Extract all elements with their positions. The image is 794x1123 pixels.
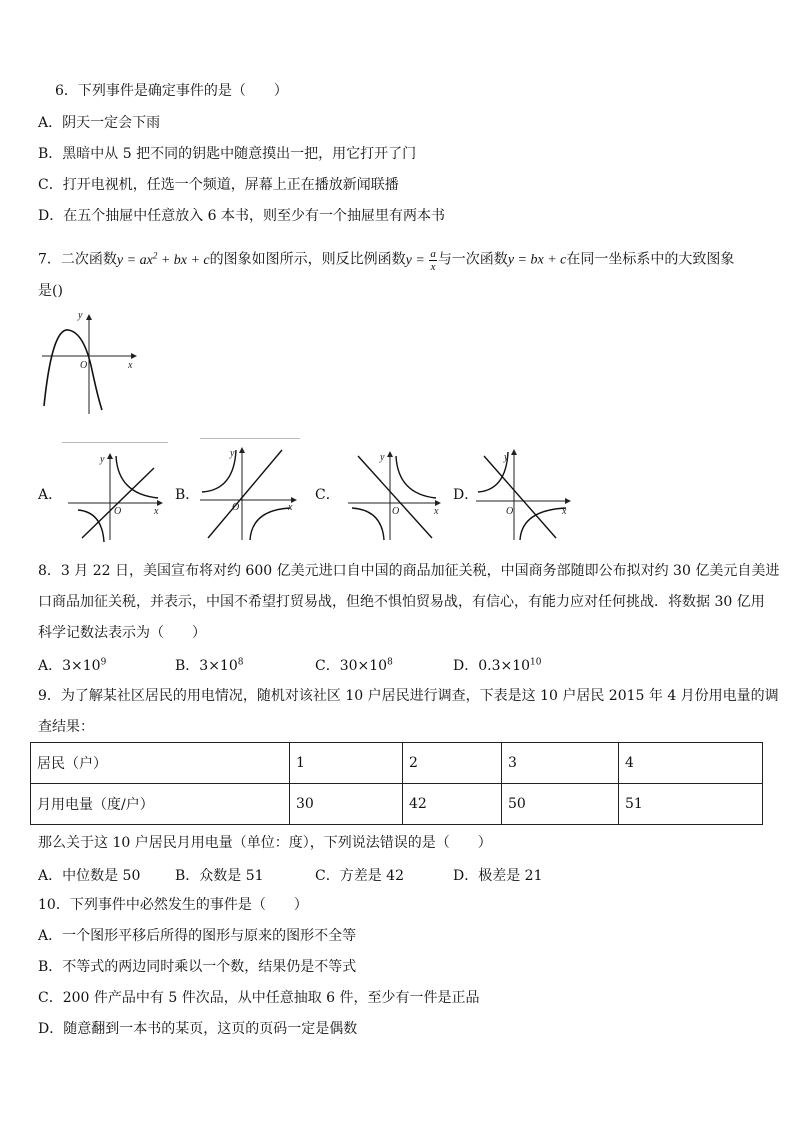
svg-text:y: y [504, 452, 509, 463]
axis-y-label: y [78, 310, 83, 321]
hyperbola-branch-2 [352, 508, 384, 540]
q7-stem-c: 与一次函数 [437, 251, 508, 268]
table-cell: 4 [619, 743, 763, 784]
q7-option-b-label: B． [175, 487, 200, 503]
parabola-curve [44, 330, 102, 410]
q9-option-a: A．中位数是 50 [38, 868, 141, 884]
line-graph [484, 456, 556, 538]
svg-text:y: y [380, 452, 385, 463]
svg-text:y: y [230, 448, 235, 459]
q9-line-3: 那么关于这 10 户居民月用电量（单位：度），下列说法错误的是（ ） [38, 835, 492, 851]
q7-inverse: y = $\frac{a}{x}$ [405, 247, 436, 273]
q8-line-3: 科学记数法表示为（ ） [38, 625, 206, 641]
svg-text:O: O [506, 506, 514, 517]
q7-stem [38, 240, 734, 276]
q8-line-2: 口商品加征关税，并表示，中国不希望打贸易战，但绝不惧怕贸易战，有信心，有能力应对任何挑战．将数据 30 亿用 [38, 594, 765, 610]
hyperbola-branch-1 [396, 456, 436, 498]
axis-x-label: x [128, 360, 133, 371]
q9-line-2: 查结果： [38, 719, 94, 735]
q7-stem-e: 是() [38, 283, 63, 299]
q9-data-table [30, 742, 763, 825]
table-cell: 30 [290, 784, 403, 825]
table-cell: 居民（户） [31, 743, 290, 784]
table-cell: 51 [619, 784, 763, 825]
table-row [31, 784, 763, 825]
line-graph [358, 456, 432, 538]
q7-option-a-label: A． [38, 487, 63, 503]
q8-option-b: B．$3\times 10^8$ [175, 657, 244, 674]
svg-text:x: x [434, 506, 439, 517]
q7-parabola-figure [40, 310, 145, 420]
table-row [31, 743, 763, 784]
table-cell: 42 [403, 784, 502, 825]
table-cell: 3 [502, 743, 619, 784]
q7-option-d-label: D． [453, 487, 479, 503]
q10-option-c: C．200 件产品中有 5 件次品，从中任意抽取 6 件，至少有一件是正品 [38, 990, 480, 1006]
q7-stem-a: 7．二次函数 [38, 251, 117, 268]
q7-stem-b: 的图象如图所示，则反比例函数 [209, 251, 406, 268]
q8-option-d: D．$0.3\times 10^{10}$ [453, 657, 542, 674]
svg-text:O: O [392, 506, 400, 517]
q10-stem: 10．下列事件中必然发生的事件是（ ） [38, 897, 308, 913]
q9-option-c: C．方差是 42 [315, 868, 404, 884]
q9-option-b: B．众数是 51 [175, 868, 264, 884]
svg-text:x: x [154, 506, 159, 517]
q7-quadratic: $y = ax^2$ + bx + c [116, 250, 210, 268]
q10-option-d: D．随意翻到一本书的某页，这页的页码一定是偶数 [38, 1021, 358, 1037]
svg-text:x: x [288, 502, 293, 513]
divider-rule [200, 438, 300, 439]
q8-line-1: 8．3 月 22 日，美国宣布将对约 600 亿美元进口自中国的商品加征关税，中国商务部随即公布拟对约 30 亿美元自美进 [38, 563, 780, 579]
q6-option-c: C．打开电视机，任选一个频道，屏幕上正在播放新闻联播 [38, 177, 399, 193]
q7-graph-b [198, 444, 302, 544]
q7-graph-d [474, 446, 574, 543]
q10-option-b: B．不等式的两边同时乘以一个数，结果仍是不等式 [38, 959, 357, 975]
q6-option-b: B．黑暗中从 5 把不同的钥匙中随意摸出一把，用它打开了门 [38, 146, 417, 162]
q9-line-1: 9．为了解某社区居民的用电情况，随机对该社区 10 户居民进行调查，下表是这 10 户居民 2015 年 4 月份用电量的调 [38, 688, 779, 704]
origin-label: O [80, 360, 88, 371]
q7-graph-a [66, 448, 166, 543]
q7-option-c-label: C． [315, 487, 340, 503]
q6-stem: 6．下列事件是确定事件的是（ ） [55, 83, 288, 99]
q8-option-c: C．$30\times 10^8$ [315, 657, 393, 674]
q6-option-d: D．在五个抽屉中任意放入 6 本书，则至少有一个抽屉里有两本书 [38, 208, 446, 224]
svg-text:O: O [114, 506, 122, 517]
table-cell: 1 [290, 743, 403, 784]
hyperbola-branch-1 [116, 456, 158, 498]
svg-text:y: y [100, 454, 105, 465]
svg-text:x: x [562, 506, 567, 517]
svg-text:O: O [232, 502, 240, 513]
q7-graph-c [346, 448, 446, 543]
divider-rule [62, 442, 168, 443]
table-cell: 2 [403, 743, 502, 784]
table-cell: 50 [502, 784, 619, 825]
q7-linear: y = bx + c [507, 252, 567, 268]
hyperbola-branch-2 [250, 508, 290, 540]
q10-option-a: A．一个图形平移后所得的图形与原来的图形不全等 [38, 928, 357, 944]
q7-stem-d: 在同一坐标系中的大致图象 [566, 251, 735, 268]
q9-option-d: D．极差是 21 [453, 868, 543, 884]
q6-option-a: A．阴天一定会下雨 [38, 115, 161, 131]
q8-option-a: A．$3\times 10^9$ [38, 657, 107, 674]
line-graph [208, 450, 282, 538]
table-cell: 月用电量（度/户） [31, 784, 290, 825]
